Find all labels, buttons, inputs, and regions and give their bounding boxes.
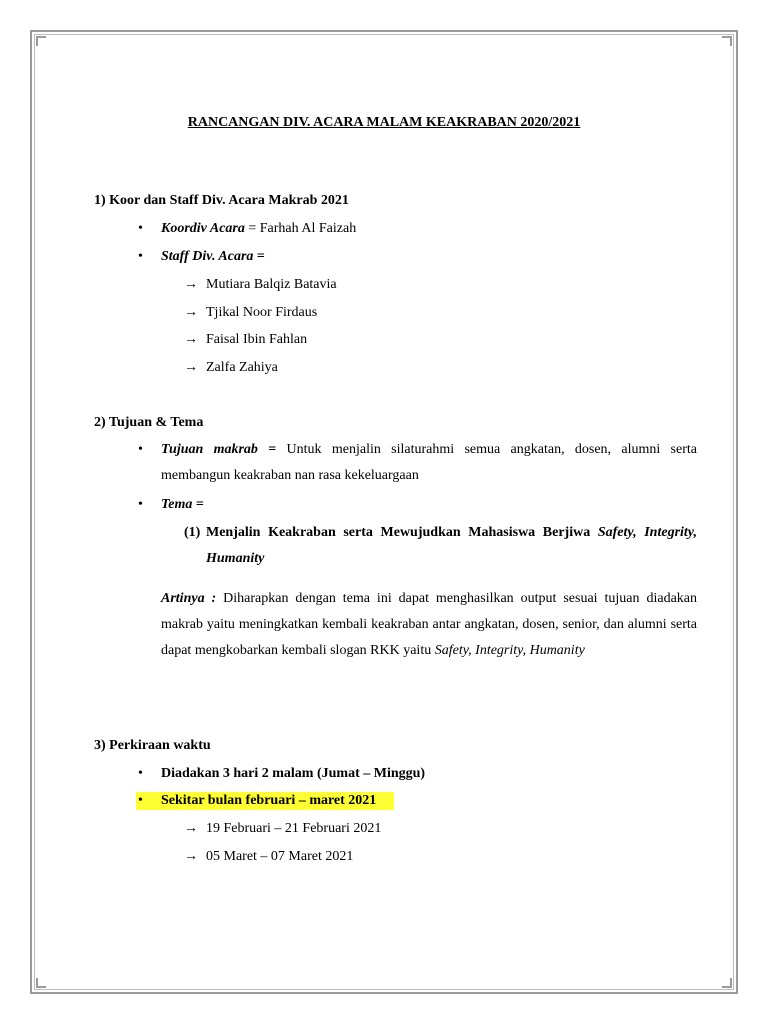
document-title: RANCANGAN DIV. ACARA MALAM KEAKRABAN 2020/2021 [187,115,581,130]
koordiv-line [161,220,356,238]
koordiv-label: Koordiv Acara [161,221,245,236]
koordiv-value: = Farhah Al Faizah [244,221,357,236]
date-item: → 19 Februari – 21 Februari 2021 [184,821,382,836]
staff-item: → Mutiara Balqiz Batavia [184,277,337,292]
bullet: • [138,766,143,781]
artinya-label: Artinya : [161,591,217,606]
corner-mark-bottom-right [722,978,732,988]
corner-mark-top-left [36,36,46,46]
staff-item: → Faisal Ibin Fahlan [184,332,308,347]
staff-eq: = [253,249,265,264]
arrow-icon: → [184,305,198,320]
bullet: • [138,793,143,808]
section-3-heading: 3) Perkiraan waktu [94,738,211,753]
arrow-icon: → [184,277,198,292]
artinya-paragraph: Artinya : Diharapkan dengan tema ini dapat menghasilkan output sesuai tujuan diadakan makrab yaitu meningkatkan kembali keakraban antar angkatan, dosen, senior, dan alumni serta dapat mengkobarkan kembali slogan RKK yaitu Safety, Integrity, Humanity [161,591,698,658]
waktu-item-1: Diadakan 3 hari 2 malam (Jumat – Minggu) [161,766,426,781]
tema-label: Tema [161,497,193,512]
tema-number: (1) [184,525,201,540]
tema-text: Menjalin Keakraban serta Mewujudkan Mahasiswa Berjiwa Safety, Integrity, Humanity [206,525,697,566]
section-2-heading: 2) Tujuan & Tema [94,415,204,430]
tujuan-paragraph: Tujuan makrab = Untuk menjalin silaturahmi semua angkatan, dosen, alumni serta membangun keakraban nan rasa kekeluargaan [161,442,697,483]
bullet: • [138,442,143,457]
corner-mark-top-right [722,36,732,46]
bullet: • [138,497,143,512]
staff-item: → Zalfa Zahiya [184,360,278,375]
date-item: → 05 Maret – 07 Maret 2021 [184,849,354,864]
staff-item: → Tjikal Noor Firdaus [184,305,318,320]
waktu-item-2: Sekitar bulan februari – maret 2021 [161,793,377,808]
arrow-icon: → [184,821,198,836]
tujuan-text: Untuk menjalin silaturahmi semua angkatan, dosen, alumni serta membangun keakraban nan rasa kekeluargaan [161,442,697,483]
bullet: • [138,221,143,236]
tujuan-label: Tujuan makrab [161,442,258,457]
staff-line [161,248,265,266]
staff-label: Staff Div. Acara [161,249,254,264]
arrow-icon: → [184,332,198,347]
arrow-icon: → [184,360,198,375]
tema-line: Tema = [161,497,204,512]
corner-mark-bottom-left [36,978,46,988]
arrow-icon: → [184,849,198,864]
bullet: • [138,249,143,264]
section-1-heading: 1) Koor dan Staff Div. Acara Makrab 2021 [94,193,349,208]
